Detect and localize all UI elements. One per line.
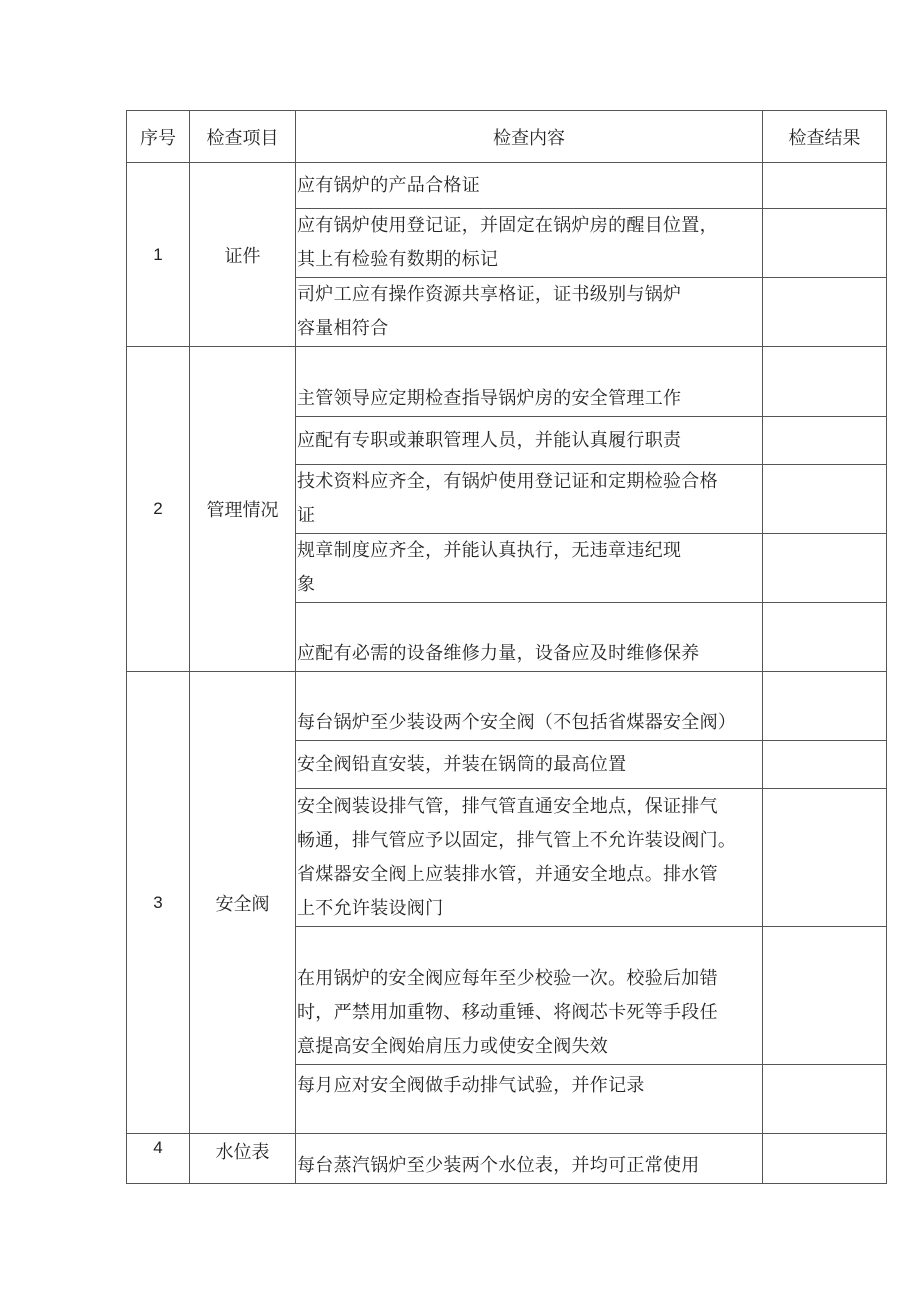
check-result-cell[interactable] xyxy=(763,741,887,789)
check-result-cell[interactable] xyxy=(763,927,887,1065)
section-number: 1 xyxy=(127,163,190,347)
check-content: 安全阀铅直安装，并装在锅筒的最高位置 xyxy=(296,741,763,789)
header-result: 检查结果 xyxy=(763,111,887,163)
check-content: 技术资料应齐全，有锅炉使用登记证和定期检验合格 证 xyxy=(296,465,763,534)
check-result-cell[interactable] xyxy=(763,209,887,278)
check-result-cell[interactable] xyxy=(763,278,887,347)
check-content: 主管领导应定期检查指导锅炉房的安全管理工作 xyxy=(296,347,763,417)
check-content: 应配有必需的设备维修力量，设备应及时维修保养 xyxy=(296,603,763,672)
check-result-cell[interactable] xyxy=(763,789,887,927)
section-item: 安全阀 xyxy=(190,672,296,1134)
check-result-cell[interactable] xyxy=(763,347,887,417)
section-number: 2 xyxy=(127,347,190,672)
check-content: 规章制度应齐全，并能认真执行，无违章违纪现 象 xyxy=(296,534,763,603)
check-result-cell[interactable] xyxy=(763,534,887,603)
table-row xyxy=(127,672,887,741)
check-content: 每台锅炉至少装设两个安全阀（不包括省煤器安全阀） xyxy=(296,672,763,741)
check-result-cell[interactable] xyxy=(763,1065,887,1134)
check-content: 司炉工应有操作资源共享格证，证书级别与锅炉 容量相符合 xyxy=(296,278,763,347)
check-content: 每台蒸汽锅炉至少装两个水位表，并均可正常使用 xyxy=(296,1134,763,1184)
check-result-cell[interactable] xyxy=(763,1134,887,1184)
check-result-cell[interactable] xyxy=(763,163,887,209)
section-number: 3 xyxy=(127,672,190,1134)
section-item: 证件 xyxy=(190,163,296,347)
header-content: 检查内容 xyxy=(296,111,763,163)
check-result-cell[interactable] xyxy=(763,603,887,672)
check-content: 应配有专职或兼职管理人员，并能认真履行职责 xyxy=(296,417,763,465)
header-no: 序号 xyxy=(127,111,190,163)
section-item: 管理情况 xyxy=(190,347,296,672)
check-content: 安全阀装设排气管，排气管直通安全地点，保证排气 畅通，排气管应予以固定，排气管上不允许装设阀门。 省煤器安全阀上应装排水管，并通安全地点。排水管 上不允许装设阀门 xyxy=(296,789,763,927)
section-number: 4 xyxy=(127,1134,190,1184)
check-content: 应有锅炉的产品合格证 xyxy=(296,163,763,209)
table-row xyxy=(127,1134,887,1184)
table-row xyxy=(127,347,887,417)
header-item: 检查项目 xyxy=(190,111,296,163)
inspection-table xyxy=(126,110,887,1184)
check-content: 每月应对安全阀做手动排气试验，并作记录 xyxy=(296,1065,763,1134)
table-row xyxy=(127,163,887,209)
check-result-cell[interactable] xyxy=(763,672,887,741)
check-result-cell[interactable] xyxy=(763,465,887,534)
section-item: 水位表 xyxy=(190,1134,296,1184)
check-result-cell[interactable] xyxy=(763,417,887,465)
header-row xyxy=(127,111,887,163)
check-content: 应有锅炉使用登记证，并固定在锅炉房的醒目位置， 其上有检验有数期的标记 xyxy=(296,209,763,278)
check-content: 在用锅炉的安全阀应每年至少校验一次。校验后加错 时，严禁用加重物、移动重锤、将阀芯卡死等手段任 意提高安全阀始肩压力或使安全阀失效 xyxy=(296,927,763,1065)
